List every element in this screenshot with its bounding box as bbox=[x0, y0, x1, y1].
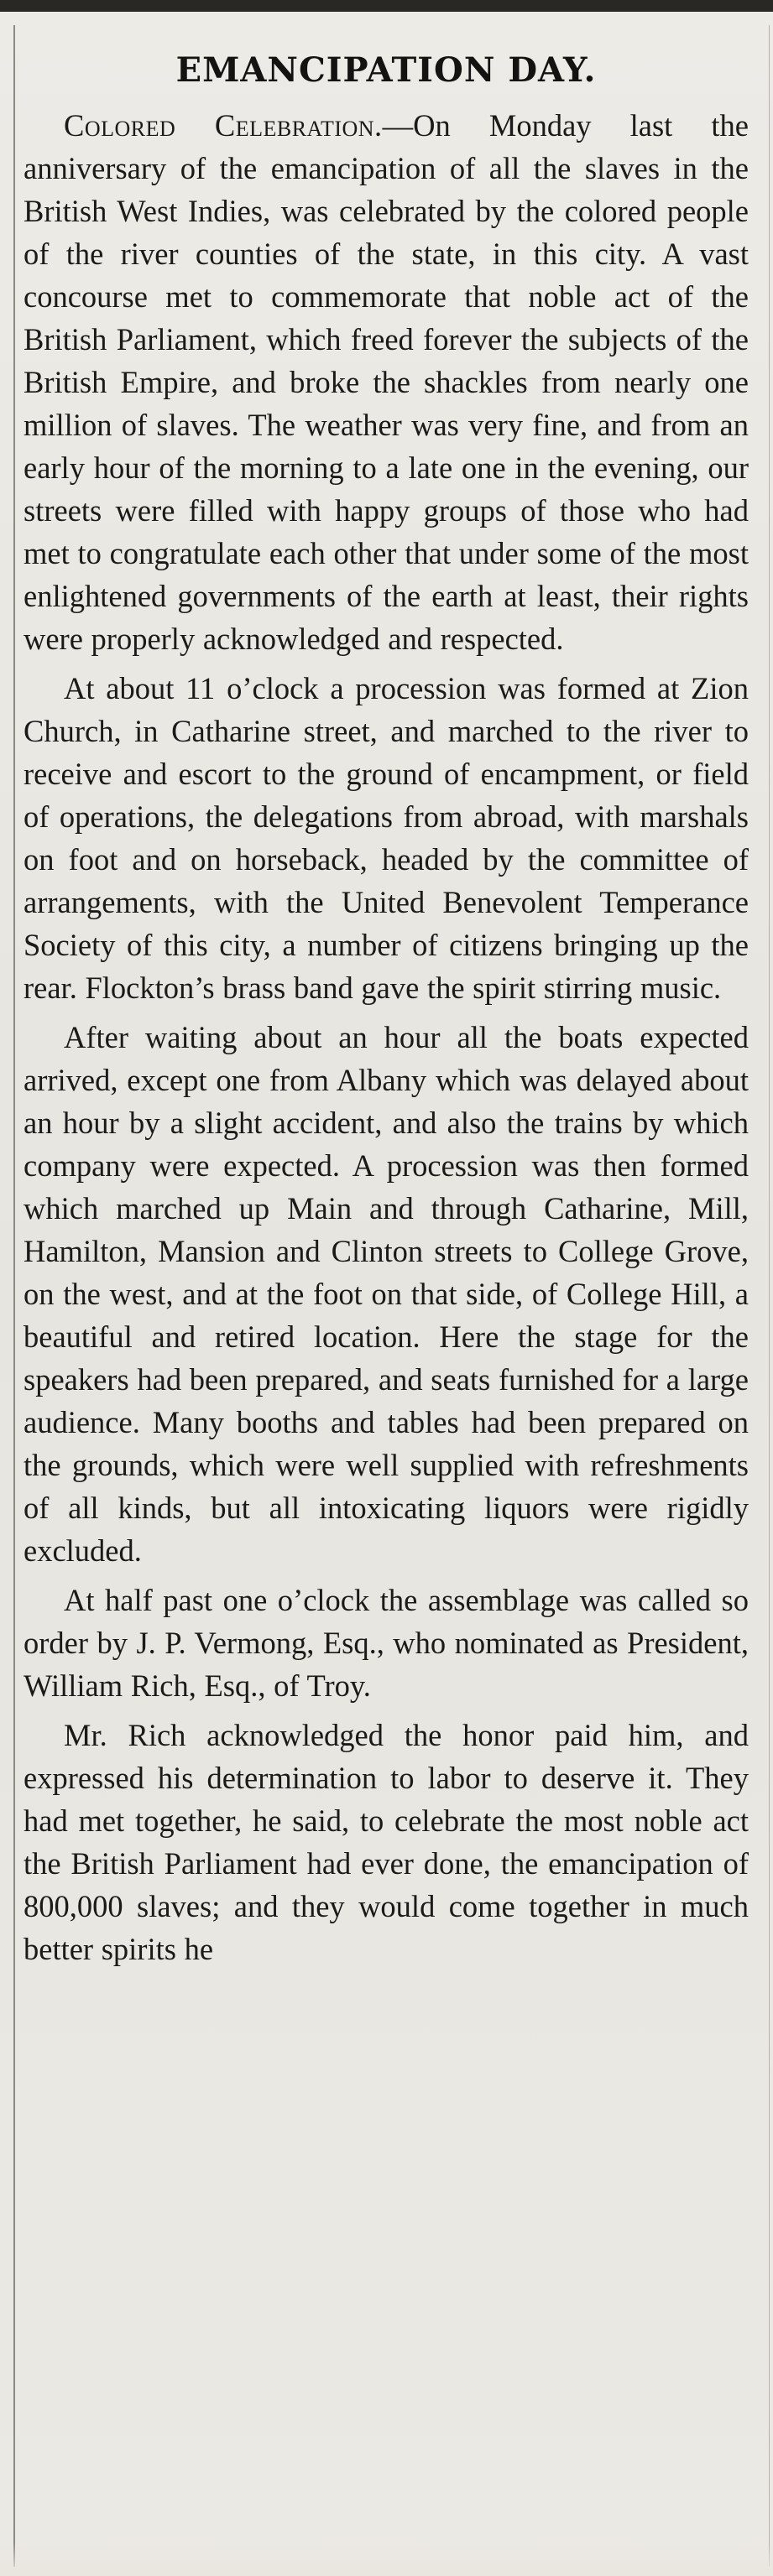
article-kicker: Colored Celebration. bbox=[64, 108, 383, 143]
article-paragraph-2: At about 11 o’clock a procession was formed at Zion Church, in Catharine street, and marched to the river to receive and escort to the ground of encampment, or field of operations, the delegations from abroad, with marshals on foot and on horseback, headed by the committee of arrangements, with the United Benevolent Temperance Society of this city, a number of citizens bringing up the rear. Flockton’s brass band gave the spirit stirring music. bbox=[24, 671, 749, 1005]
article-headline: EMANCIPATION DAY. bbox=[175, 50, 597, 90]
article-paragraph-4: At half past one o’clock the assemblage was called so order by J. P. Vermong, Esq., who nominated as President, William Rich, Esq., of Troy. bbox=[24, 1583, 749, 1703]
column-right-rule bbox=[769, 25, 770, 2567]
article-paragraph-5: Mr. Rich acknowledged the honor paid him, and expressed his determination to labor to deserve it. They had met together, he said, to celebrate the most noble act the British Parliament had ever done, the emancipation of 800,000 slaves; and they would come together in much better spirits he bbox=[24, 1718, 749, 1966]
column-left-rule bbox=[13, 25, 15, 2567]
article-paragraph-1 bbox=[24, 104, 749, 660]
article-paragraph-3: After waiting about an hour all the boats expected arrived, except one from Albany which was delayed about an hour by a slight accident, and also the trains by which company were expected. A procession was then formed which marched up Main and through Catharine, Mill, Hamilton, Mansion and Clinton streets to College Grove, on the west, and at the foot on that side, of College Hill, a beautiful and retired location. Here the stage for the speakers had been prepared, and seats furnished for a large audience. Many booths and tables had been prepared on the grounds, which were well supplied with refreshments of all kinds, but all intoxicating liquors were rigidly excluded. bbox=[24, 1020, 749, 1568]
article-paragraph-1-text: —On Monday last the anniversary of the emancipation of all the slaves in the British West Indies, was celebrated by the colored people of the river counties of the state, in this city. A vast concourse met to commemorate that noble act of the British Parliament, which freed forever the subjects of the British Empire, and broke the shackles from nearly one million of slaves. The weather was very fine, and from an early hour of the morning to a late one in the evening, our streets were filled with happy groups of those who had met to congratulate each other that under some of the most enlightened governments of the earth at least, their rights were properly acknowledged and respected. bbox=[24, 108, 749, 656]
article-column bbox=[24, 52, 749, 1970]
bottom-crop-fade bbox=[0, 2542, 773, 2576]
top-border-rule bbox=[0, 0, 773, 12]
